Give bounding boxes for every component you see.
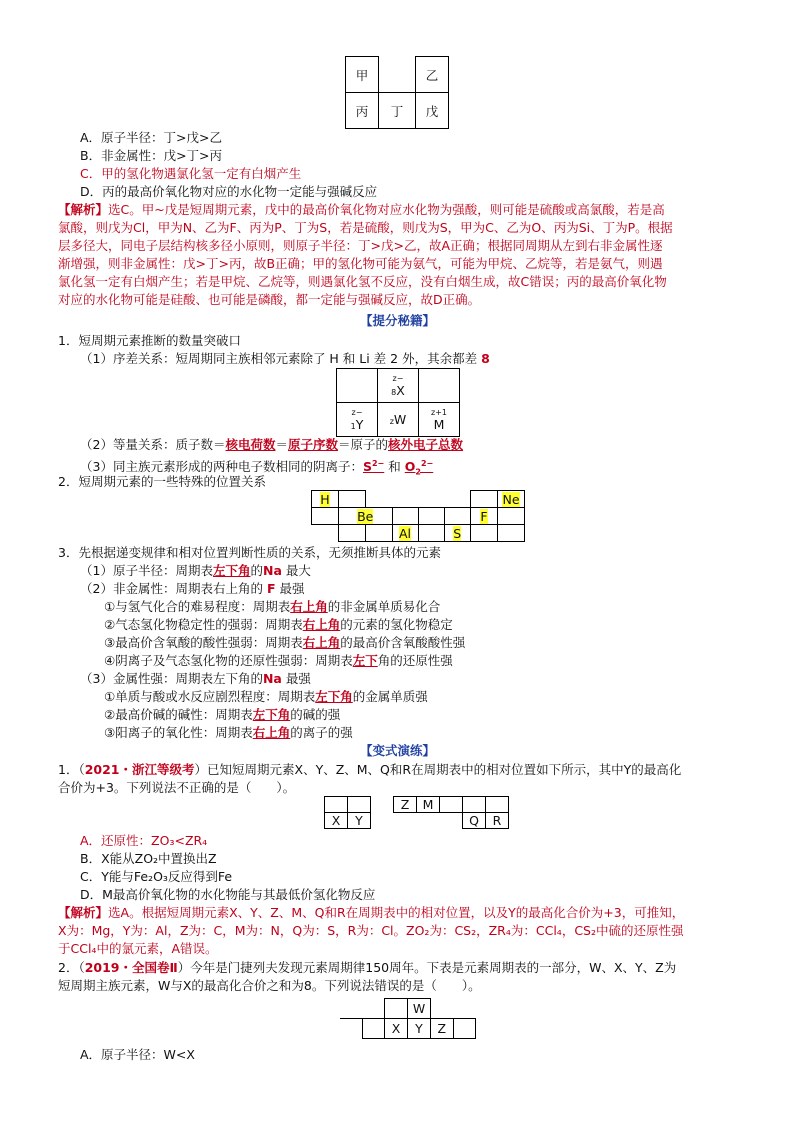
q1-line-1: 1．（2021・浙江等级考）已知短周期元素X、Y、Z、M、Q和R在周期表中的相对位置如下所示，其中Y的最高化 [58, 762, 682, 777]
q1-analysis-2: X为：Mg，Y为：Al，Z为：C，M为：N，Q为：S，R为：Cl。ZO₂为：CS₂，ZR₄为：CCl₄，CS₂中硫的还原性强 [58, 923, 684, 938]
q1-option-d: D．M最高价氧化物的水化物能与其最低价氢化物反应 [80, 887, 376, 902]
q1-element-table: Z M X Y Q R [324, 796, 509, 829]
s3-p2: （2）非金属性：周期表右上角的 F 最强 [80, 581, 305, 596]
option-d: D．丙的最高价氧化物对应的水化物一定能与强碱反应 [80, 184, 378, 199]
s1-p1: （1）序差关系：短周期同主族相邻元素除了 H 和 Li 差 2 外，其余都差 8 [80, 351, 490, 366]
s3-item-4: ④阴离子及气态氢化物的还原性强弱：周期表左下角的还原性强 [104, 653, 453, 668]
option-b: B．非金属性：戊>丁>丙 [80, 148, 223, 163]
q2-option-a: A．原子半径：W<X [80, 1047, 195, 1062]
element-table-top [345, 56, 449, 129]
s3-item-7: ③阳离子的氧化性：周期表右上角的离子的强 [104, 725, 353, 740]
q1-option-a: A．还原性：ZO₃<ZR₄ [80, 833, 208, 848]
s3-item-1: ①与氢气化合的难易程度：周期表右上角的非金属单质易化合 [104, 599, 441, 614]
option-c: C．甲的氢化物遇氯化氢一定有白烟产生 [80, 166, 302, 181]
q2-element-table: W X Y Z [340, 998, 476, 1039]
s3-p1: （1）原子半径：周期表左下角的Na 最大 [80, 563, 311, 578]
cell: 甲 [346, 57, 379, 93]
analysis-line-3: 层多径大，同电子层结构核多径小原则，则原子半径：丁>戊>乙，故A正确；根据同周期从左到右非金属性逐 [58, 238, 663, 253]
cell: 戊 [416, 93, 449, 129]
cell: 丙 [346, 93, 379, 129]
s1-p2: （2）等量关系：质子数＝核电荷数＝原子序数＝原子的核外电子总数 [80, 437, 464, 452]
section-title-practice: 【变式演练】 [360, 743, 436, 758]
s2-title: 2．短周期元素的一些特殊的位置关系 [58, 474, 266, 489]
q2-line-2: 短周期主族元素，W与X的最高化合价之和为8。下列说法错误的是（ ）。 [58, 978, 481, 993]
group-grid [336, 368, 460, 437]
q1-analysis-1: 【解析】选A。根据短周期元素X、Y、Z、M、Q和R在周期表中的相对位置，以及Y的最高化合价为+3，可推知， [58, 905, 685, 920]
section-title-tips: 【提分秘籍】 [360, 313, 436, 328]
s1-title: 1．短周期元素推断的数量突破口 [58, 333, 241, 348]
q1-analysis-3: 于CCl₄中的氯元素，A错误。 [58, 941, 218, 956]
analysis-line-5: 氯化氢一定有白烟产生；若是甲烷、乙烷等，则遇氯化氢不反应，没有白烟生成，故C错误；丙的最高价氧化物 [58, 274, 667, 289]
s3-item-2: ②气态氢化物稳定性的强弱：周期表右上角的元素的氢化物稳定 [104, 617, 453, 632]
analysis-line-2: 氯酸，则戊为Cl，甲为N、乙为F、丙为P、丁为S，若是硫酸，则戊为S，甲为C、乙为O、丙为Si、丁为P。根据 [58, 220, 673, 235]
grid-top: z− 8X [378, 369, 419, 403]
cell: 乙 [416, 57, 449, 93]
analysis-line-6: 对应的水化物可能是硅酸、也可能是磷酸，都一定能与强碱反应，故D正确。 [58, 292, 481, 307]
q1-option-c: C．Y能与Fe₂O₃反应得到Fe [80, 869, 233, 884]
grid-right: z+1 M [419, 403, 460, 437]
grid-left: z− 1Y [337, 403, 378, 437]
special-position-table: H Ne Be F Al S [311, 490, 525, 542]
s3-title: 3．先根据递变规律和相对位置判断性质的关系，无须推断具体的元素 [58, 545, 441, 560]
analysis-line-4: 渐增强，则非金属性：戊>丁>丙，故B正确；甲的氢化物可能为氨气，可能为甲烷、乙烷等，若是氨气，则遇 [58, 256, 663, 271]
s3-item-5: ①单质与酸或水反应剧烈程度：周期表左下角的金属单质强 [104, 689, 428, 704]
s3-item-6: ②最高价碱的碱性：周期表左下角的碱的强 [104, 707, 341, 722]
q1-option-b: B．X能从ZO₂中置换出Z [80, 851, 217, 866]
cell: 丁 [379, 93, 416, 129]
q2-line-1: 2．（2019・全国卷Ⅱ）今年是门捷列夫发现元素周期律150周年。下表是元素周期表的一部分，W、X、Y、Z为 [58, 960, 677, 975]
option-a: A．原子半径：丁>戊>乙 [80, 130, 222, 145]
q1-line-2: 合价为+3。下列说法不正确的是（ ）。 [58, 780, 296, 795]
analysis-line-1: 【解析】选C。甲~戊是短周期元素，戊中的最高价氧化物对应水化物为强酸，则可能是硫酸或高氯酸，若是高 [58, 202, 665, 217]
s3-p3: （3）金属性强：周期表左下角的Na 最强 [80, 671, 311, 686]
grid-mid: zW [378, 403, 419, 437]
s1-p3: （3）同主族元素形成的两种电子数相同的阴离子：$S^{2-}$ 和 $O_2^{2-}$ [80, 459, 434, 477]
cell [379, 57, 416, 93]
s3-item-3: ③最高价含氧酸的酸性强弱：周期表右上角的最高价含氧酸酸性强 [104, 635, 466, 650]
